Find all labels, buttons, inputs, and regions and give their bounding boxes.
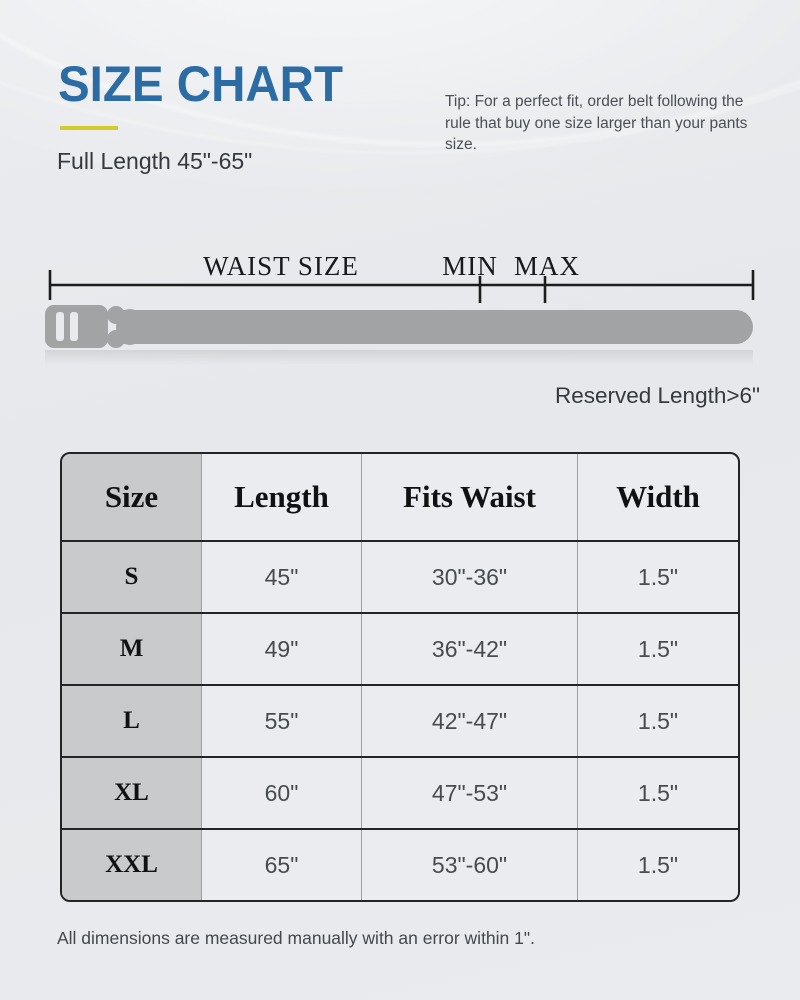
tip-line-2: rule that buy one size larger than your pants size. [445, 114, 748, 153]
cell-fits-waist: 53"-60" [361, 830, 577, 900]
cell-fits-waist: 42"-47" [361, 686, 577, 756]
cell-length: 55" [201, 686, 361, 756]
page-title: SIZE CHART [58, 56, 343, 112]
cell-length: 65" [201, 830, 361, 900]
footnote: All dimensions are measured manually with an error within 1". [57, 928, 535, 948]
cell-length: 45" [201, 542, 361, 612]
cell-fits-waist: 36"-42" [361, 614, 577, 684]
cell-fits-waist: 47"-53" [361, 758, 577, 828]
table-row-xl [62, 756, 738, 828]
cell-size: M [62, 614, 201, 684]
min-label: MIN [442, 251, 498, 281]
cell-width: 1.5" [577, 830, 738, 900]
table-row-m [62, 612, 738, 684]
title-underline [60, 126, 118, 130]
cell-width: 1.5" [577, 614, 738, 684]
waist-size-label: WAIST SIZE [203, 251, 359, 281]
max-label: MAX [513, 251, 581, 281]
cell-length: 49" [201, 614, 361, 684]
belt-icon [45, 305, 753, 348]
table-row-s [62, 540, 738, 612]
belt-strap [120, 310, 753, 344]
cell-size: XL [62, 758, 201, 828]
cell-width: 1.5" [577, 758, 738, 828]
cell-size: L [62, 686, 201, 756]
cell-length: 60" [201, 758, 361, 828]
cell-size: S [62, 542, 201, 612]
header-width: Width [577, 454, 738, 540]
header-size: Size [62, 454, 201, 540]
table-header-row [62, 454, 738, 540]
header-fits-waist: Fits Waist [361, 454, 577, 540]
measure-line [50, 270, 753, 303]
table-row-xxl [62, 828, 738, 900]
table-row-l [62, 684, 738, 756]
cell-size: XXL [62, 830, 201, 900]
tip-text [445, 91, 775, 156]
cell-fits-waist: 30"-36" [361, 542, 577, 612]
full-length-label: Full Length 45"-65" [57, 148, 253, 174]
belt-reflection [45, 350, 753, 365]
cell-width: 1.5" [577, 542, 738, 612]
reserved-length-label: Reserved Length>6" [554, 383, 760, 408]
header-length: Length [201, 454, 361, 540]
tip-line-1: Tip: For a perfect fit, order belt following the [445, 93, 744, 110]
cell-width: 1.5" [577, 686, 738, 756]
size-table [60, 452, 740, 902]
